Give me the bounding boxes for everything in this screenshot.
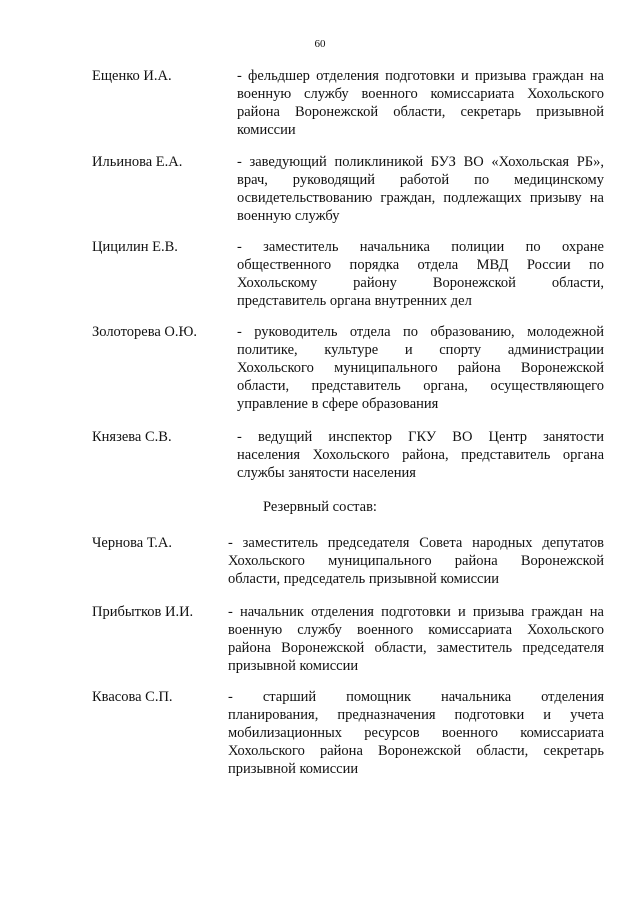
description-line: - заместитель председателя Совета народных депутатов bbox=[228, 535, 604, 551]
description-line: планирования, предназначения подготовки и учета bbox=[228, 707, 604, 723]
description-line: службы занятости населения bbox=[237, 465, 416, 481]
member-description bbox=[237, 153, 604, 225]
description-line: военную службу военного комиссариата Хохольского bbox=[237, 86, 604, 102]
description-line: - ведущий инспектор ГКУ ВО Центр занятости bbox=[237, 429, 604, 445]
page-number: 60 bbox=[314, 38, 326, 50]
description-line: призывной комиссии bbox=[228, 761, 359, 777]
description-line: призывной комиссии bbox=[228, 658, 359, 674]
description-line: общественного порядка отдела МВД России по bbox=[237, 257, 604, 273]
description-line: освидетельствованию граждан, подлежащих призыву на bbox=[237, 190, 604, 206]
member-description bbox=[228, 688, 604, 778]
description-line: Хохольского района Воронежской области, секретарь bbox=[228, 743, 604, 759]
description-line: Хохольского муниципального района Воронежской bbox=[237, 360, 604, 376]
reserve-member-entry bbox=[0, 688, 640, 788]
member-description bbox=[237, 323, 604, 413]
description-line: представитель органа внутренних дел bbox=[237, 293, 472, 309]
description-line: мобилизационных ресурсов военного комиссариата bbox=[228, 725, 604, 741]
member-name: Ильинова Е.А. bbox=[92, 154, 183, 170]
member-name: Квасова С.П. bbox=[92, 689, 173, 705]
member-entry bbox=[0, 323, 640, 423]
description-line: врач, руководящий работой по медицинскому bbox=[237, 172, 604, 188]
member-description bbox=[237, 67, 604, 139]
member-description bbox=[228, 534, 604, 588]
description-line: комиссии bbox=[237, 122, 296, 138]
description-line: района Воронежской области, секретарь призывной bbox=[237, 104, 604, 120]
member-description bbox=[237, 238, 604, 310]
member-name: Чернова Т.А. bbox=[92, 535, 172, 551]
description-line: области, представитель органа, осуществляющего bbox=[237, 378, 604, 394]
member-name: Цицилин Е.В. bbox=[92, 239, 178, 255]
member-entry bbox=[0, 67, 640, 167]
member-name: Ещенко И.А. bbox=[92, 68, 172, 84]
description-line: Хохольского муниципального района Воронежской bbox=[228, 553, 604, 569]
description-line: - руководитель отдела по образованию, молодежной bbox=[237, 324, 604, 340]
description-line: военную службу военного комиссариата Хохольского bbox=[228, 622, 604, 638]
description-line: военную службу bbox=[237, 208, 340, 224]
description-line: Хохольскому району Воронежской области, bbox=[237, 275, 604, 291]
member-name: Прибытков И.И. bbox=[92, 604, 194, 620]
member-description bbox=[228, 603, 604, 675]
description-line: области, председатель призывной комиссии bbox=[228, 571, 499, 587]
description-line: - старший помощник начальника отделения bbox=[228, 689, 604, 705]
description-line: управление в сфере образования bbox=[237, 396, 439, 412]
description-line: района Воронежской области, заместитель председателя bbox=[228, 640, 604, 656]
description-line: - фельдшер отделения подготовки и призыва граждан на bbox=[237, 68, 604, 84]
reserve-heading: Резервный состав: bbox=[263, 499, 377, 515]
description-line: - начальник отделения подготовки и призыва граждан на bbox=[228, 604, 604, 620]
member-name: Князева С.В. bbox=[92, 429, 172, 445]
description-line: населения Хохольского района, представитель органа bbox=[237, 447, 604, 463]
member-name: Золоторева О.Ю. bbox=[92, 324, 198, 340]
member-description bbox=[237, 428, 604, 482]
description-line: - заместитель начальника полиции по охране bbox=[237, 239, 604, 255]
description-line: - заведующий поликлиникой БУЗ ВО «Хохольская РБ», bbox=[237, 154, 604, 170]
description-line: политике, культуре и спорту администрации bbox=[237, 342, 604, 358]
